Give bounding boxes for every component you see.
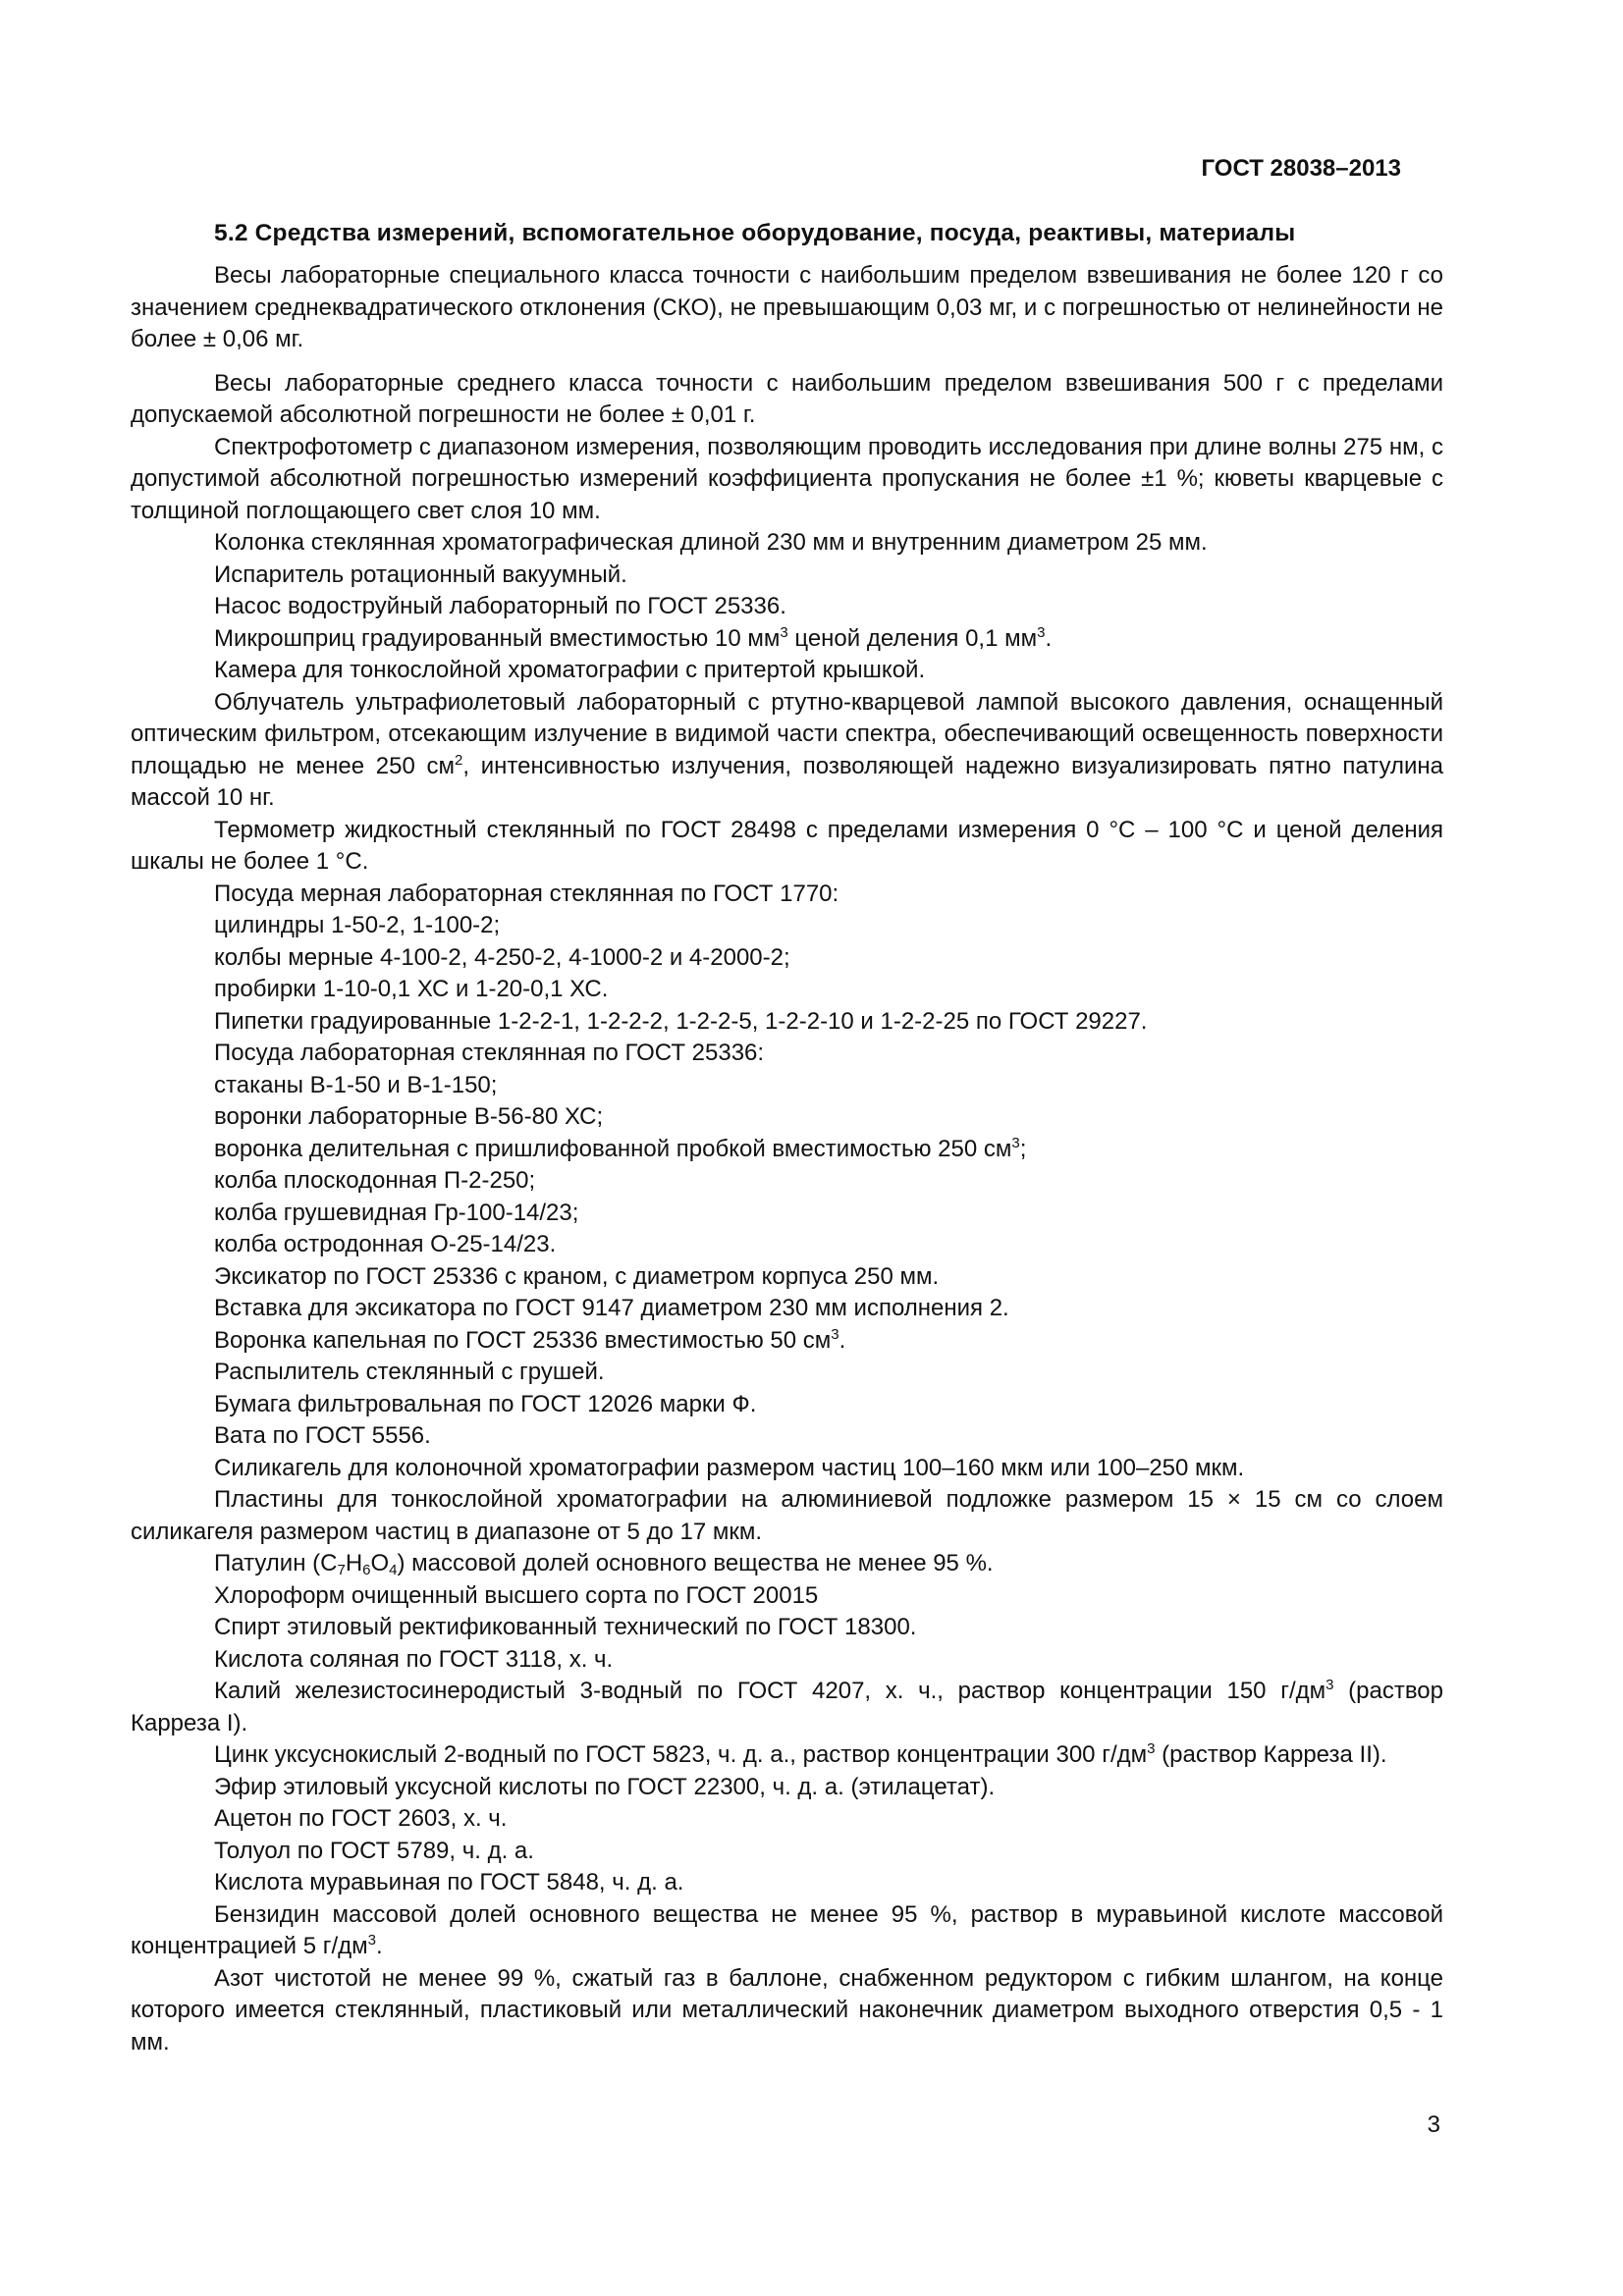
paragraph: Камера для тонкослойной хроматографии с притертой крышкой. (214, 657, 926, 683)
paragraph: Кислота соляная по ГОСТ 3118, х. ч. (214, 1645, 614, 1673)
section-title: 5.2 Средства измерений, вспомогательное оборудование, посуда, реактивы, материалы (214, 220, 1296, 246)
paragraph: Спектрофотометр с диапазоном измерения, позволяющим проводить исследования при длине волны 275 нм, с допустимой абсолютной погрешностью измерений коэффициента пропускания не более ±1 %; кюветы кварцевые с толщиной поглощающего свет слоя 10 мм. (131, 433, 1443, 524)
paragraph: Испаритель ротационный вакуумный. (214, 561, 627, 588)
paragraph: Весы лабораторные специального класса точности с наибольшим пределом взвешивания не более 120 г со значением среднеквадратического отклонения (СКО), не превышающим 0,03 мг, и с погрешностью от нелинейности не более ± 0,06 мг. (131, 262, 1443, 352)
paragraph: Бензидин массовой долей основного вещества не менее 95 %, раствор в муравьиной кислоте массовой концентрацией 5 $г/дм^3$. (131, 1900, 1443, 1959)
paragraph: Пластины для тонкослойной хроматографии на алюминиевой подложке размером 15 × 15 см со слоем силикагеля размером частиц в диапазоне от 5 до 17 мкм. (131, 1486, 1443, 1545)
list-item: стаканы В-1-50 и В-1-150; (214, 1071, 498, 1098)
list-item: колба грушевидная Гр-100-14/23; (214, 1199, 579, 1226)
list-item: колба плоскодонная П-2-250; (214, 1167, 536, 1194)
list-item: цилиндры 1-50-2, 1-100-2; (214, 912, 501, 938)
list-item: колба остродонная О-25-14/23. (214, 1231, 557, 1257)
paragraph: Посуда лабораторная стеклянная по ГОСТ 25336: (214, 1040, 765, 1066)
paragraph: Азот чистотой не менее 99 %, сжатый газ в баллоне, снабженном редуктором с гибким шлангом, на конце которого имеется стеклянный, пластиковый или металлический наконечник диаметром выходного отверстия 0,5 - 1 мм. (131, 1964, 1443, 2056)
paragraph: Патулин $(С_7Н_6О_4)$ массовой долей основного вещества не менее 95 %. (214, 1550, 994, 1578)
paragraph: Воронка капельная по ГОСТ 25336 вместимостью 50 $см^3$. (214, 1325, 846, 1354)
paragraph: Ацетон по ГОСТ 2603, х. ч. (214, 1805, 508, 1832)
paragraph: Кислота муравьиная по ГОСТ 5848, ч. д. а. (214, 1869, 684, 1896)
paragraph: Пипетки градуированные 1-2-2-1, 1-2-2-2, 1-2-2-5, 1-2-2-10 и 1-2-2-25 по ГОСТ 29227. (214, 1007, 1148, 1035)
paragraph: Калий железистосинеродистый 3-водный по ГОСТ 4207, х. ч., раствор концентрации 150 $г/дм^3$ (раствор Карреза I). (131, 1677, 1444, 1736)
document-id-header: ГОСТ 28038–2013 (1201, 155, 1401, 182)
paragraph: Вата по ГОСТ 5556. (214, 1422, 431, 1449)
list-item: колбы мерные 4-100-2, 4-250-2, 4-1000-2 и 4-2000-2; (214, 943, 790, 971)
paragraph: Эфир этиловый уксусной кислоты по ГОСТ 22300, ч. д. а. (этилацетат). (214, 1773, 996, 1800)
paragraph: Весы лабораторные среднего класса точности с наибольшим пределом взвешивания 500 г с пределами допускаемой абсолютной погрешности не более ± 0,01 г. (131, 369, 1443, 428)
paragraph: Силикагель для колоночной хроматографии размером частиц 100–160 мкм или 100–250 мкм. (214, 1454, 1245, 1481)
paragraph: Термометр жидкостный стеклянный по ГОСТ 28498 с пределами измерения 0 °С – 100 °С и ценой деления шкалы не более 1 °С. (131, 816, 1443, 875)
list-item: воронки лабораторные В-56-80 ХС; (214, 1103, 604, 1130)
paragraph: Посуда мерная лабораторная стеклянная по ГОСТ 1770: (214, 880, 839, 907)
paragraph: Насос водоструйный лабораторный по ГОСТ 25336. (214, 593, 786, 619)
list-item: пробирки 1-10-0,1 ХС и 1-20-0,1 ХС. (214, 976, 609, 1002)
paragraph: Спирт этиловый ректификованный технический по ГОСТ 18300. (214, 1614, 917, 1640)
paragraph: Толуол по ГОСТ 5789, ч. д. а. (214, 1837, 534, 1864)
paragraph: Хлороформ очищенный высшего сорта по ГОСТ 20015 (214, 1581, 819, 1609)
document-body (131, 217, 1443, 2058)
paragraph: Колонка стеклянная хроматографическая длиной 230 мм и внутренним диаметром 25 мм. (214, 529, 1208, 556)
paragraph: Облучатель ультрафиолетовый лабораторный с ртутно-кварцевой лампой высокого давления, оснащенный оптическим фильтром, отсекающим излучение в видимой части спектра, обеспечивающий освещенность поверхности площадью не менее 250 $см^2$, интенсивностью излучения, позволяющей надежно визуализировать пятно патулина массой 10 нг. (131, 688, 1443, 811)
paragraph: Вставка для эксикатора по ГОСТ 9147 диаметром 230 мм исполнения 2. (214, 1295, 1009, 1321)
page-number: 3 (1427, 2111, 1440, 2138)
paragraph: Распылитель стеклянный с грушей. (214, 1359, 605, 1385)
paragraph: Цинк уксуснокислый 2-водный по ГОСТ 5823, ч. д. а., раствор концентрации 300 $г/дм^3$ (раствор Карреза II). (214, 1740, 1387, 1768)
paragraph: Бумага фильтровальная по ГОСТ 12026 марки Ф. (214, 1390, 757, 1417)
paragraph: Эксикатор по ГОСТ 25336 с краном, с диаметром корпуса 250 мм. (214, 1262, 940, 1290)
paragraph: Микрошприц градуированный вместимостью 10 $мм^3$ ценой деления 0,1 $мм^3$. (214, 623, 1053, 652)
list-item: воронка делительная с пришлифованной пробкой вместимостью 250 $см^3$; (214, 1134, 1027, 1162)
